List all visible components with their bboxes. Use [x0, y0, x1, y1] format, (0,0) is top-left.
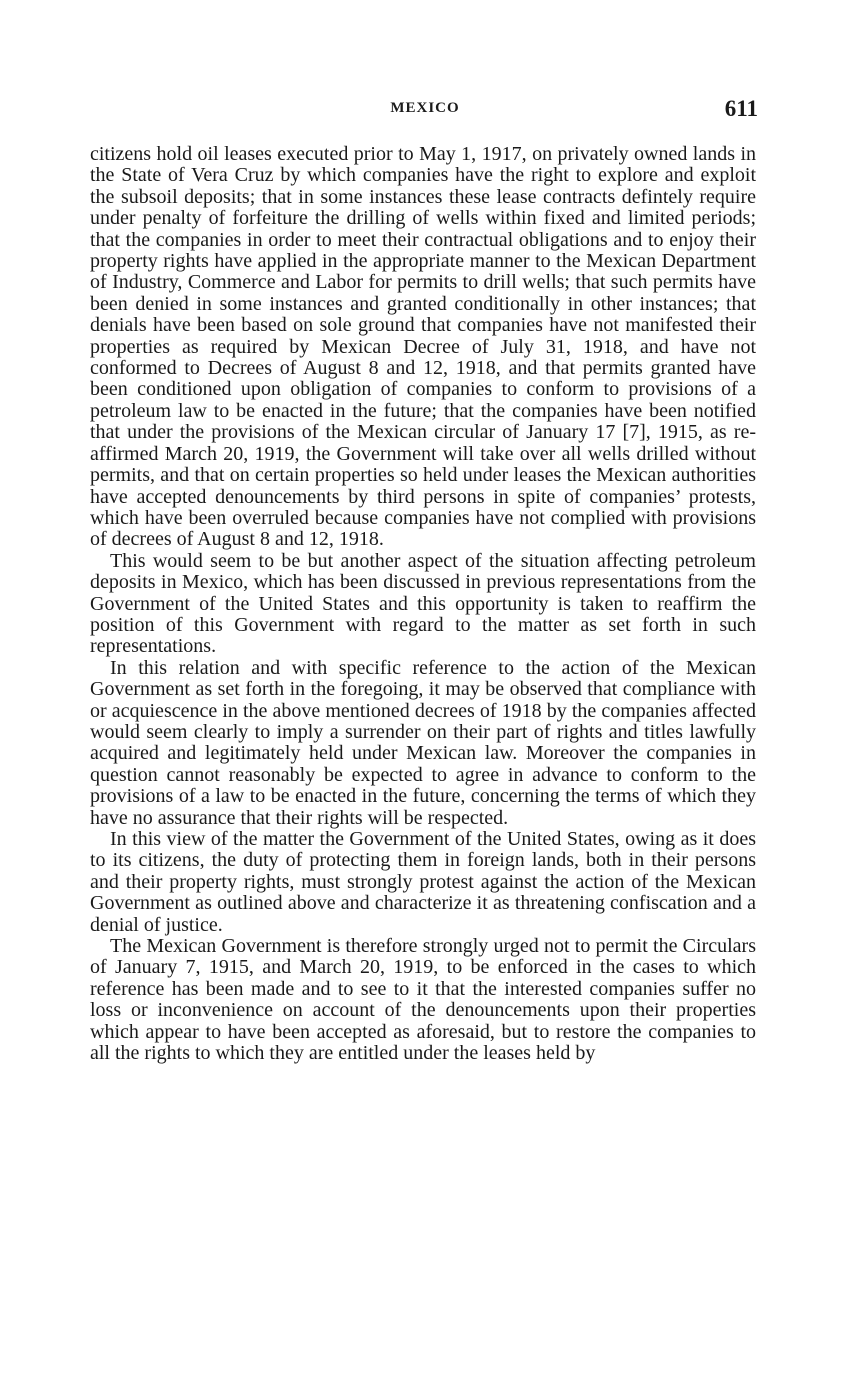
paragraph: The Mexican Government is therefore strongly urged not to permit the Circulars of January 7, 1915, and March 20, 1919, to be enforced in the cases to which reference has been made and to see to it that the interested companies suffer no loss or inconvenience on account of the denouncements upon their properties which appear to have been accepted as aforesaid, but to restore the companies to all the rights to which they are entitled under the leases held by	[90, 935, 756, 1065]
paragraph: In this relation and with specific reference to the action of the Mexican Government as set forth in the foregoing, it may be observed that compliance with or acquiescence in the above mentioned decrees of 1918 by the companies affected would seem clearly to imply a surrender on their part of rights and titles lawfully acquired and legitimately held under Mexican law. Moreover the companies in question cannot reasonably be expected to agree in advance to conform to the provisions of a law to be enacted in the future, concerning the terms of which they have no assurance that their rights will be respected.	[90, 656, 756, 829]
paragraph: In this view of the matter the Government of the United States, owing as it does to its citizens, the duty of protecting them in foreign lands, both in their persons and their property rights, must strongly protest against the action of the Mexican Government as outlined above and characterize it as threatening confiscation and a denial of justice.	[90, 828, 756, 936]
paragraph-continued: citizens hold oil leases executed prior to May 1, 1917, on privately owned lands in the State of Vera Cruz by which companies have the right to explore and exploit the subsoil deposits; that in some instances these lease contracts defintely require under penalty of forfeiture the drilling of wells within fixed and limited periods; that the companies in order to meet their contractual obligations and to enjoy their property rights have applied in the appropriate manner to the Mexican Department of Industry, Commerce and Labor for permits to drill wells; that such permits have been denied in some instances and granted conditionally in other instances; that denials have been based on sole ground that companies have not manifested their properties as required by Mexican Decree of July 31, 1918, and have not conformed to Decrees of August 8 and 12, 1918, and that permits granted have been conditioned upon obligation of companies to conform to provisions of a petroleum law to be enacted in the future; that the companies have been notified that under the provisions of the Mexican circular of January 17 [7], 1915, as reaffirmed March 20, 1919, the Government will take over all wells drilled without permits, and that on certain properties so held under leases the Mexican authorities have accepted denouncements by third persons in spite of companies’ protests, which have been overruled because companies have not complied with provisions of decrees of August 8 and 12, 1918.	[90, 143, 756, 551]
page-number: 611	[724, 96, 758, 121]
paragraph: This would seem to be but another aspect of the situation affecting petroleum deposits in Mexico, which has been discussed in previous representations from the Government of the United States and this opportunity is taken to reaffirm the position of this Government with regard to the matter as set forth in such representations.	[90, 549, 756, 658]
running-title: MEXICO	[390, 100, 460, 116]
body-text	[90, 144, 756, 1064]
running-head	[92, 96, 758, 124]
